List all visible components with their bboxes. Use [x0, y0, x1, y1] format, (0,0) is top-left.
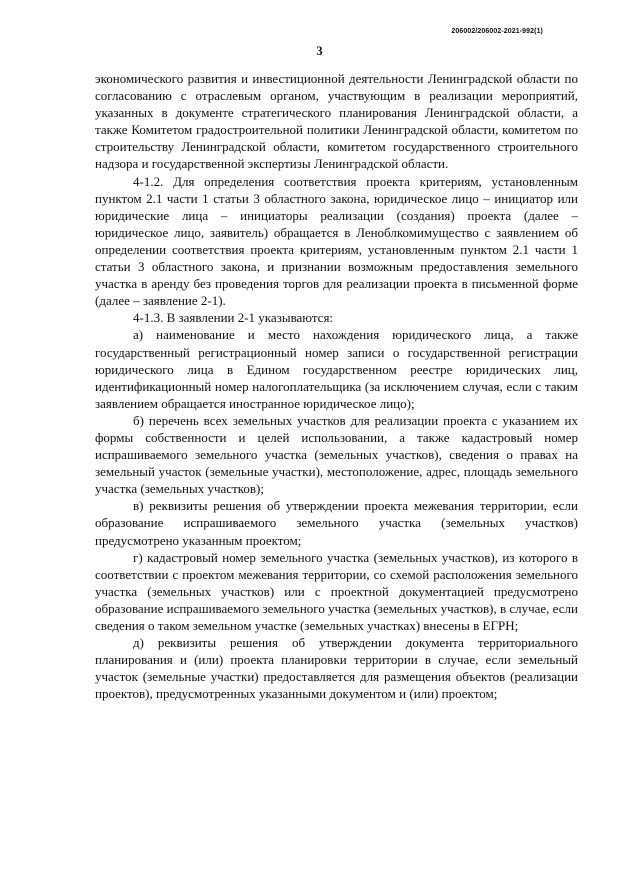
list-item-d: д) реквизиты решения об утверждении документа территориального планирования и (или) проекта планировки территории в случае, если земельный участок (земельные участки) предоставляется для размещения объектов (реализации проектов), предусмотренных указанными документом и (или) проектом; — [95, 635, 578, 702]
list-item-g: г) кадастровый номер земельного участка (земельных участков), из которого в соответствии с проектом межевания территории, со схемой расположения земельного участка (земельных участков) или с проектной документацией предусмотрено образование испрашиваемого земельного участка (земельных участков), в случае, если сведения о таком земельном участке (земельных участках) внесены в ЕГРН; — [95, 549, 578, 633]
paragraph-4-1-2: 4-1.2. Для определения соответствия проекта критериям, установленным пунктом 2.1 части 1 статьи 3 областного закона, юридическое лицо – инициатор или юридические лица – инициаторы реализации (создания) проекта (далее – юридическое лицо, заявитель) обращается в Леноблкомимущество с заявлением об определении соответствия проекта критериям, установленным пунктом 2.1 части 1 статьи 3 областного закона, и признании возможным предоставления земельного участка в аренду без проведения торгов для реализации проекта в письменной форме (далее – заявление 2-1). — [95, 173, 578, 309]
list-item-v: в) реквизиты решения об утверждении проекта межевания территории, если образование испрашиваемого земельного участка (земельных участков) предусмотрено указанным проектом; — [95, 498, 578, 548]
document-body — [95, 70, 578, 702]
list-item-a: а) наименование и место нахождения юридического лица, а также государственный регистрационный номер записи о государственной регистрации юридического лица в Едином государственном реестре юридических лиц, идентификационный номер налогоплательщика (за исключением случая, если с таким заявлением обращается иностранное юридическое лицо); — [95, 327, 578, 411]
paragraph-4-1-3: 4-1.3. В заявлении 2-1 указываются: — [133, 310, 334, 326]
list-item-b: б) перечень всех земельных участков для реализации проекта с указанием их формы собственности и целей использовании, а также кадастровый номер испрашиваемого земельного участка (земельных участков), сведения о правах на земельный участок (земельные участки), местоположение, адрес, площадь земельного участка (земельных участков); — [95, 412, 578, 497]
paragraph-continuation: экономического развития и инвестиционной деятельности Ленинградской области по согласованию с отраслевым органом, участвующим в реализации мероприятий, указанных в документе стратегического планирования Ленинградской области, а также Комитетом градостроительной политики Ленинградской области, комитетом по строительству Ленинградской области, комитетом государственного строительного надзора и государственной экспертизы Ленинградской области. — [95, 71, 578, 172]
page-number: 3 — [316, 44, 323, 58]
document-id: 206002/206002-2021-992(1) — [451, 28, 543, 35]
